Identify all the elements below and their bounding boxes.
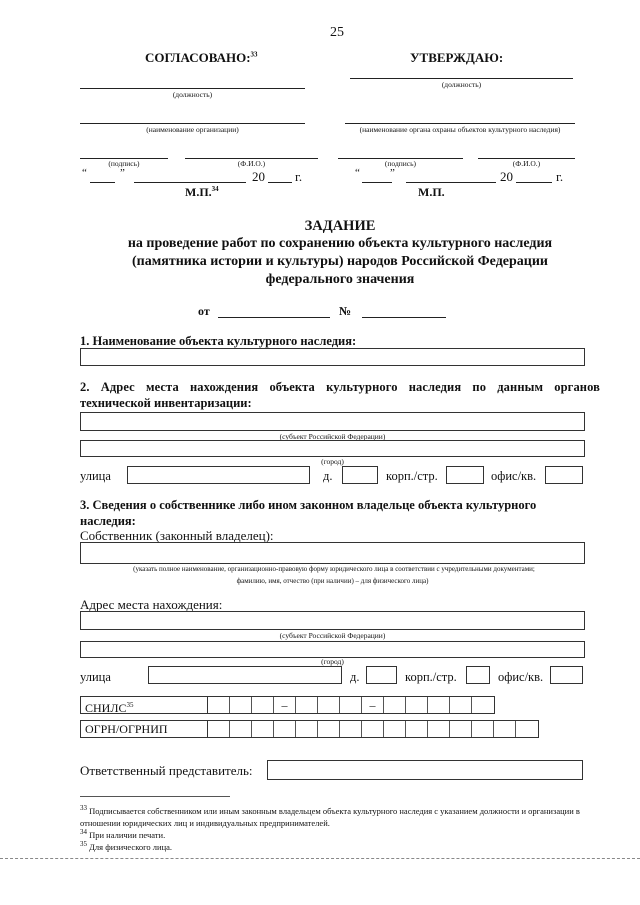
- ogrn-cell[interactable]: [362, 721, 384, 737]
- ogrn-cell[interactable]: [450, 721, 472, 737]
- object-name-input[interactable]: [80, 348, 585, 366]
- owner-office-input[interactable]: [550, 666, 583, 684]
- street-label: улица: [80, 469, 111, 483]
- owner-caption-2: фамилию, имя, отчество (при наличии) – для физического лица): [236, 577, 429, 585]
- footnote-ref: 35: [126, 701, 134, 709]
- ogrn-label: ОГРН/ОГРНИП: [81, 721, 208, 737]
- footnote-ref: 34: [211, 185, 219, 193]
- snils-text: СНИЛС: [85, 701, 127, 715]
- fio-caption: (Ф.И.О.): [512, 159, 541, 168]
- number-line[interactable]: [362, 317, 446, 318]
- signature-caption: (подпись): [384, 159, 417, 168]
- office-label: офис/кв.: [491, 469, 537, 483]
- ogrn-cell[interactable]: [516, 721, 538, 737]
- position-caption: (должность): [441, 80, 482, 89]
- position-caption: (должность): [172, 90, 213, 99]
- owner-caption-1: (указать полное наименование, организационно-правовую форму юридического лица в соответствии с учредительными документами;: [133, 565, 535, 573]
- section3-heading-2: наследия:: [80, 514, 136, 528]
- ogrn-cell[interactable]: [428, 721, 450, 737]
- section2-heading-2: технической инвентаризации:: [80, 396, 252, 410]
- snils-cell[interactable]: [252, 697, 274, 713]
- approve-month-line[interactable]: [406, 182, 496, 183]
- footnote-text: При наличии печати.: [89, 829, 166, 840]
- page-edge: [0, 858, 640, 859]
- ogrn-cell[interactable]: [384, 721, 406, 737]
- title-line-3: федерального значения: [265, 272, 415, 287]
- ogrn-cell[interactable]: [274, 721, 296, 737]
- office-input[interactable]: [545, 466, 583, 484]
- footnote-number: 34: [80, 828, 87, 836]
- org-caption: (наименование организации): [146, 125, 239, 134]
- fio-caption: (Ф.И.О.): [237, 159, 266, 168]
- footnote-text: Для физического лица.: [89, 841, 173, 852]
- snils-separator: –: [362, 697, 384, 713]
- city-caption: (город): [321, 457, 344, 466]
- ogrn-cell[interactable]: [494, 721, 516, 737]
- year-suffix: г.: [556, 169, 564, 184]
- subject-caption: (субъект Российской Федерации): [279, 432, 386, 441]
- owner-label: Собственник (законный владелец):: [80, 528, 274, 543]
- footnote-ref: 33: [250, 50, 258, 59]
- agreed-year-line[interactable]: [268, 182, 292, 183]
- section1-heading: 1. Наименование объекта культурного наследия:: [80, 334, 357, 348]
- representative-label: Ответственный представитель:: [80, 763, 253, 778]
- snils-cell[interactable]: [296, 697, 318, 713]
- ogrn-cell[interactable]: [318, 721, 340, 737]
- owner-subject-input[interactable]: [80, 611, 585, 630]
- house-input[interactable]: [342, 466, 378, 484]
- quote-close: ”: [390, 167, 395, 179]
- approve-position-line[interactable]: [350, 78, 573, 79]
- stamp-right: М.П.: [418, 185, 445, 199]
- approve-title: УТВЕРЖДАЮ:: [410, 50, 504, 65]
- snils-cell[interactable]: [472, 697, 494, 713]
- footnote-divider: [80, 796, 230, 797]
- document-heading: ЗАДАНИЕ: [304, 218, 376, 234]
- house-label: д.: [350, 670, 360, 684]
- owner-input[interactable]: [80, 542, 585, 564]
- building-label: корп./стр.: [405, 670, 457, 684]
- year-prefix: 20: [252, 169, 265, 184]
- snils-cell[interactable]: [208, 697, 230, 713]
- ogrn-cell[interactable]: [208, 721, 230, 737]
- owner-house-input[interactable]: [366, 666, 397, 684]
- agreed-day-line[interactable]: [90, 182, 115, 183]
- snils-cell[interactable]: [450, 697, 472, 713]
- footnote-number: 35: [80, 840, 87, 848]
- snils-cell[interactable]: [406, 697, 428, 713]
- stamp-label: М.П.: [185, 185, 212, 199]
- city-caption: (город): [321, 657, 344, 666]
- year-suffix: г.: [295, 169, 303, 184]
- street-label: улица: [80, 670, 111, 684]
- agreed-org-line[interactable]: [80, 123, 305, 124]
- snils-cell[interactable]: [230, 697, 252, 713]
- section3-heading-1: 3. Сведения о собственнике либо ином законном владельце объекта культурного: [80, 498, 537, 512]
- ogrn-cell[interactable]: [230, 721, 252, 737]
- date-line[interactable]: [218, 317, 330, 318]
- ogrn-cell[interactable]: [472, 721, 494, 737]
- owner-building-input[interactable]: [466, 666, 490, 684]
- ogrn-cell[interactable]: [252, 721, 274, 737]
- quote-close: ”: [120, 167, 125, 179]
- approve-day-line[interactable]: [362, 182, 392, 183]
- city-input[interactable]: [80, 440, 585, 457]
- approve-authority-line[interactable]: [345, 123, 575, 124]
- street-input[interactable]: [127, 466, 310, 484]
- page-number: 25: [330, 25, 344, 40]
- ogrn-cell[interactable]: [296, 721, 318, 737]
- snils-field[interactable]: [80, 696, 495, 714]
- signature-caption: (подпись): [108, 159, 140, 168]
- agreed-label: СОГЛАСОВАНО:: [145, 50, 251, 65]
- agreed-title: [145, 50, 258, 66]
- stamp-left: [185, 185, 219, 200]
- footnote-35: [80, 838, 590, 853]
- from-label: от: [198, 304, 210, 318]
- quote-open: “: [82, 167, 87, 179]
- ogrn-cell[interactable]: [406, 721, 428, 737]
- representative-input[interactable]: [267, 760, 583, 780]
- approve-year-line[interactable]: [516, 182, 552, 183]
- title-line-2: (памятника истории и культуры) народов Российской Федерации: [132, 254, 548, 269]
- agreed-position-line[interactable]: [80, 88, 305, 89]
- section2-heading-1: 2. Адрес места нахождения объекта культурного наследия по данным органов: [80, 380, 600, 394]
- building-input[interactable]: [446, 466, 484, 484]
- snils-cell[interactable]: [318, 697, 340, 713]
- ogrn-cell[interactable]: [340, 721, 362, 737]
- office-label: офис/кв.: [498, 670, 544, 684]
- snils-separator: –: [274, 697, 296, 713]
- authority-caption: (наименование органа охраны объектов культурного наследия): [359, 125, 561, 134]
- footnote-33: [80, 802, 590, 829]
- year-prefix: 20: [500, 169, 513, 184]
- footnote-number: 33: [80, 804, 87, 812]
- footnote-text: Подписывается собственником или иным законным владельцем объекта культурного наследия с указанием должности и организации в отношении юридических лиц и индивидуальных предпринимателей.: [80, 805, 580, 828]
- snils-label: [81, 697, 208, 713]
- house-label: д.: [323, 469, 333, 483]
- number-label: №: [339, 304, 352, 318]
- title-line-1: на проведение работ по сохранению объекта культурного наследия: [127, 236, 553, 251]
- subject-input[interactable]: [80, 412, 585, 431]
- agreed-month-line[interactable]: [134, 182, 246, 183]
- snils-cell[interactable]: [384, 697, 406, 713]
- owner-street-input[interactable]: [148, 666, 342, 684]
- snils-cell[interactable]: [340, 697, 362, 713]
- subject-caption: (субъект Российской Федерации): [279, 631, 386, 640]
- address-label: Адрес места нахождения:: [80, 597, 223, 612]
- building-label: корп./стр.: [386, 469, 438, 483]
- quote-open: “: [355, 167, 360, 179]
- snils-cell[interactable]: [428, 697, 450, 713]
- ogrn-field[interactable]: [80, 720, 539, 738]
- owner-city-input[interactable]: [80, 641, 585, 658]
